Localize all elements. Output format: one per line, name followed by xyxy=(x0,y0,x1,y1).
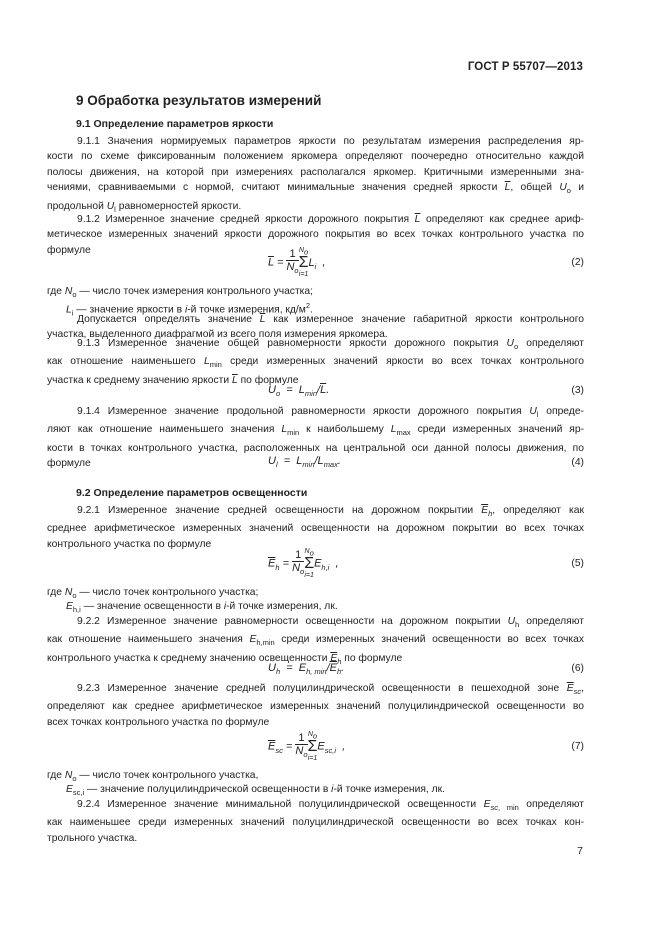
paragraph-9-1-3: 9.1.3 Измеренное значение общей равномерности яркости дорожного покрытия $U_o$ определяют как отношение наименьшего $L_{min}$ среди измеренных значений яркости во всех точках контрольного участка к среднему значению яркости $\overline{L}$ по формуле xyxy=(47,338,584,386)
subsection-title-9-2: 9.2 Определение параметров освещенности xyxy=(76,487,308,499)
where-list-7-item-2: $E_{sc,i}$ — значение полуцилиндрической освещенности в i-й точке измерения, лк. xyxy=(66,784,446,798)
formula-3: $U_o = L_{min}/\overline{L}$. xyxy=(268,384,330,399)
paragraph-9-1-1: 9.1.1 Значения нормируемых параметров яркости по результатам измерения распределения яр- кости по схеме фиксированным положением яркомера определяют поочередно относительно каждой полосы движения, на которой при измерениях располагался яркомер. Критичными измеренными зна- чениями, сравниваемыми с нормой, считают минимальные значения средней яркости $\overline{L}$, общей $U_o$ и продольной $U_l$ равномерностей яркости. xyxy=(47,136,584,214)
formula-5: $\overline{E}_h$ = $\frac{1}{N_o}$ $N_o$ Σ i=1 $E_{h,i}$ , xyxy=(268,548,339,580)
equation-number-4: (4) xyxy=(571,457,584,468)
formula-6: $U_h = E_{h, min}/\overline{E}_h$. xyxy=(268,662,345,677)
paragraph-9-1-2: 9.1.2 Измеренное значение средней яркости дорожного покрытия $\overline{L}$ определяют как среднее ариф- метическое измеренных значений яркости дорожного покрытия во всех точках контрольного участка по формуле xyxy=(47,214,584,256)
paragraph-9-2-1: 9.2.1 Измеренное значение средней освещенности на дорожном покрытии $\overline{E}_h$, определяют как среднее арифметическое измеренных значений освещенности на дорожном покрытии во всех точках контрольного участка по формуле xyxy=(47,505,584,550)
formula-2: $\overline{L}$ = $\frac{1}{N_o}$ $N_o$ Σ i=1 $L_i$ , xyxy=(268,247,326,279)
where-list-2-item-2: $L_i$ — значение яркости в i-й точке измерения, $кд/м^2$. xyxy=(66,301,313,318)
equation-number-6: (6) xyxy=(571,663,584,674)
equation-number-7: (7) xyxy=(571,741,584,752)
equation-number-2: (2) xyxy=(571,257,584,268)
paragraph-allowance: Допускается определять значение $\overline{L}$ как измеренное значение габаритной яркости контрольного участка, выделенного диафрагмой из всего поля измерения яркомера. xyxy=(47,314,584,341)
paragraph-9-2-4: 9.2.4 Измеренное значение минимальной полуцилиндрической освещенности $E_{sc, min}$ определяют как наименьшее среди измеренных значений полуцилиндрической освещенности во всех точках кон- трольного участка. xyxy=(47,799,584,844)
where-list-2-item-1: где $N_o$ — число точек измерения контрольного участка; xyxy=(47,286,313,300)
paragraph-9-1-4: 9.1.4 Измеренное значение продольной равномерности яркости дорожного покрытия $U_l$ опреде- ляют как отношение наименьшего значения $L_{min}$ к наибольшему $L_{max}$ среди измеренных значений яр- кости в точках контрольного участка, расположенных на центральной оси данной полосы движения, по формуле xyxy=(47,406,584,470)
where-list-5-item-1: где $N_o$ — число точек контрольного участка; xyxy=(47,587,259,601)
where-list-7-item-1: где $N_o$ — число точек контрольного участка, xyxy=(47,770,259,784)
formula-7: $\overline{E}_{sc}$ = $\frac{1}{N_o}$ $N_o$ Σ i=1 $E_{sc,i}$ , xyxy=(268,731,346,763)
paragraph-9-2-2: 9.2.2 Измеренное значение равномерности освещенности на дорожном покрытии $U_h$ определяют как отношение наименьшего значения $E_{h,min}$ среди измеренных значений освещенности во всех точках контрольного участка к среднему значению освещенности $\overline{E}_h$ по формуле xyxy=(47,616,584,666)
document-id: ГОСТ Р 55707—2013 xyxy=(467,61,583,73)
equation-number-3: (3) xyxy=(571,385,584,396)
page-number: 7 xyxy=(577,845,583,857)
equation-number-5: (5) xyxy=(571,558,584,569)
where-list-5-item-2: $E_{h,i}$ — значение освещенности в i-й точке измерения, лк. xyxy=(66,601,338,615)
subsection-title-9-1: 9.1 Определение параметров яркости xyxy=(76,118,274,130)
formula-4: $U_l = L_{min}/L_{max}$. xyxy=(268,455,341,470)
paragraph-9-2-3: 9.2.3 Измеренное значение средней полуцилиндрической освещенности в пешеходной зоне $\overline{E}_{sc}$, определяют как среднее арифметическое измеренных значений полуцилиндрической освещенности во всех точках контрольного участка по формуле xyxy=(47,683,584,728)
section-title: 9 Обработка результатов измерений xyxy=(76,93,322,108)
